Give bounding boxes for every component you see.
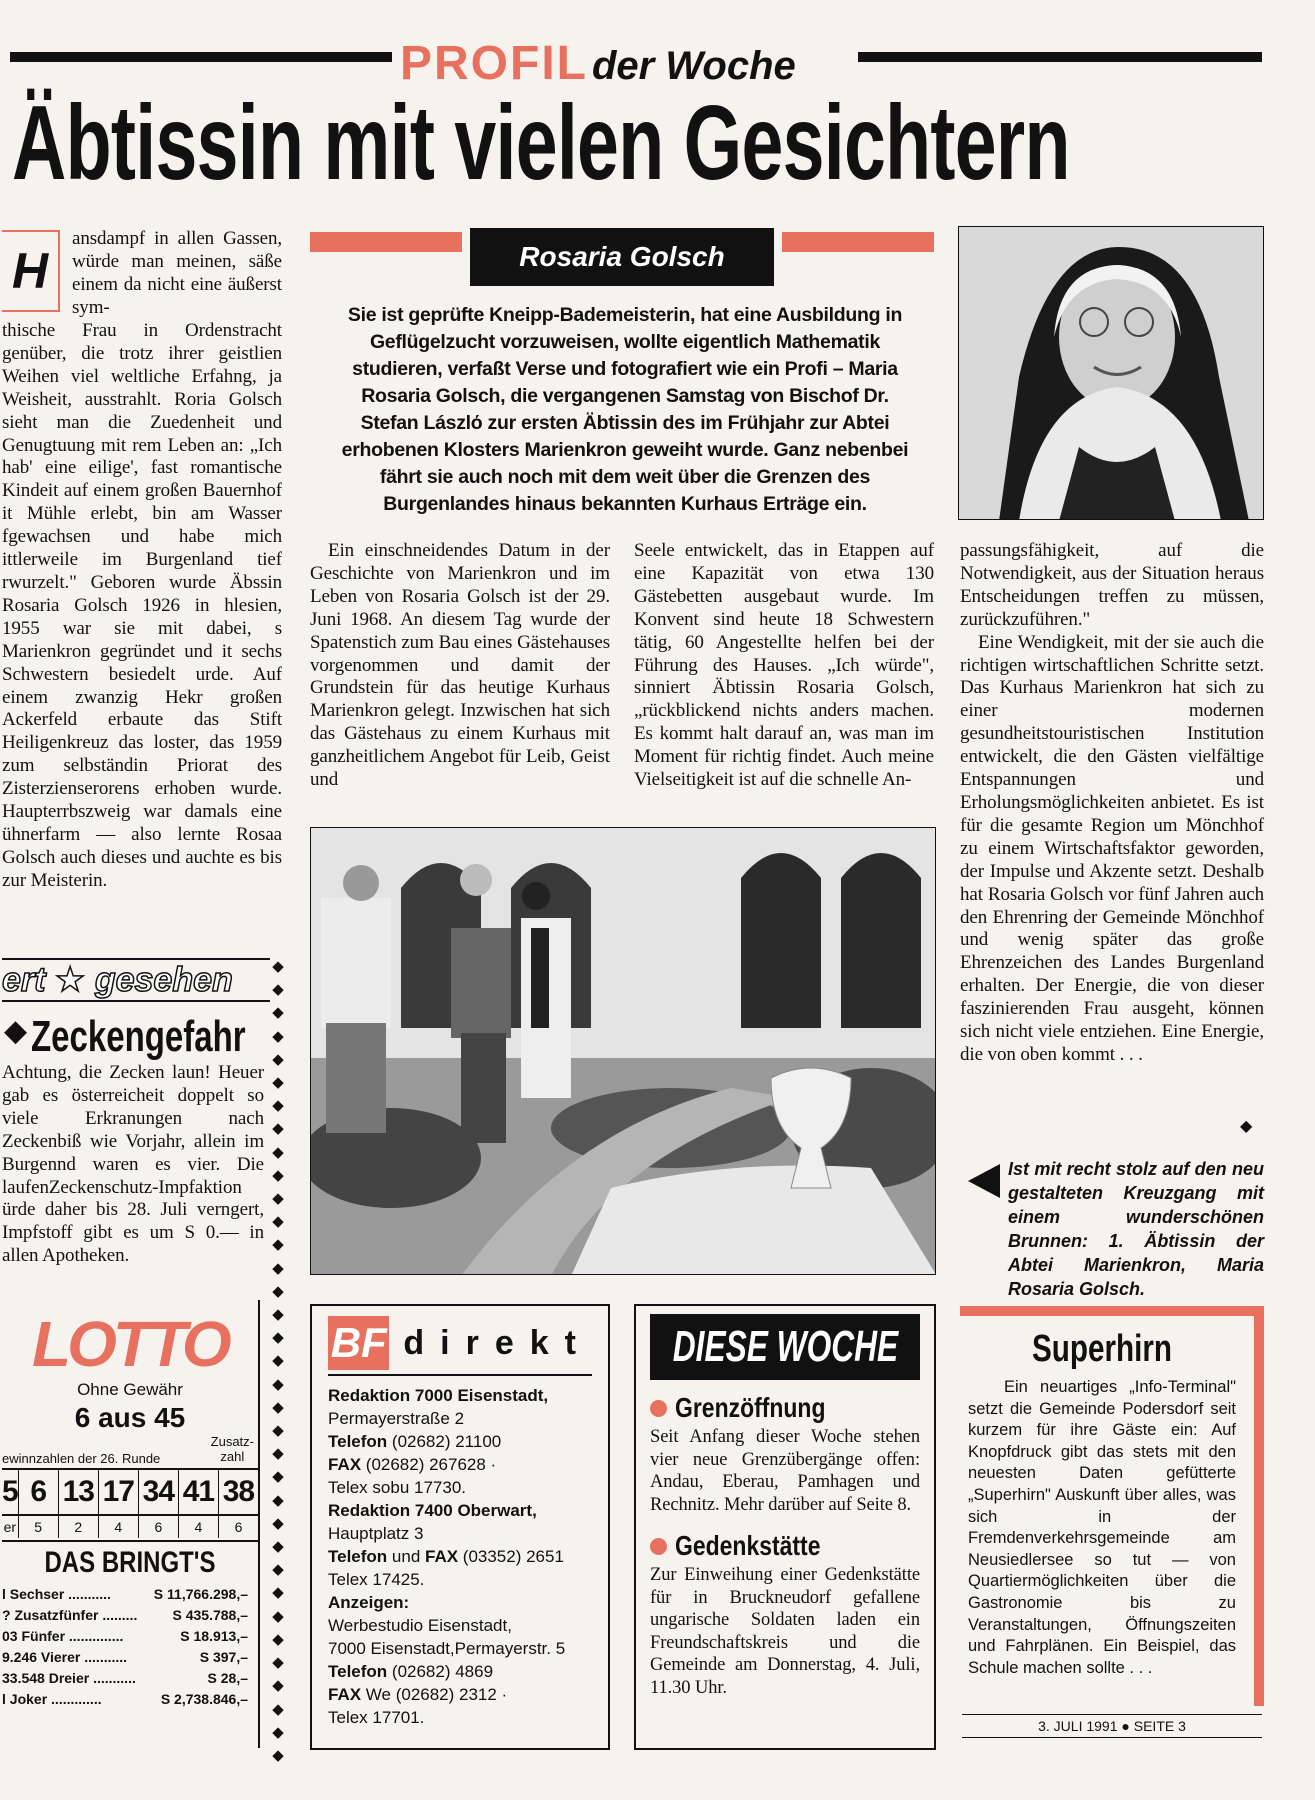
lotto-number: 17 bbox=[99, 1470, 139, 1514]
bf-line bbox=[328, 1384, 592, 1407]
bf-line-text: (02682) 21100 bbox=[387, 1432, 502, 1451]
lotto-number: 38 bbox=[222, 1475, 255, 1508]
bf-line-text: Permayerstraße 2 bbox=[328, 1409, 465, 1428]
bf-line bbox=[328, 1614, 592, 1637]
bf-line-bold: Redaktion 7400 Oberwart, bbox=[328, 1501, 537, 1520]
end-mark-icon: ◆ bbox=[1240, 1116, 1253, 1135]
zeckengefahr-text: Achtung, die Zecken laun! Heuer gab es österreicheit doppelt so viele Erkranungen nach Zeckenbiß wie Vorjahr, allein im Burgennd waren es vier. Die laufenZeckenschutz-Impfaktion ürde daher bis 28. Juli verngert, Impfstoff gibt es um S 0.— in allen Apotheken. bbox=[2, 1062, 264, 1267]
grenz-body: Seit Anfang dieser Woche stehen vier neue Grenzübergänge offen: Andau, Eberau, Pamhagen und Rechnitz. Mehr darüber auf Seite 8. bbox=[650, 1427, 920, 1515]
photo-caption: Ist mit recht stolz auf den neu gestalteten Kreuzgang mit einem wunderschönen Brunnen: 1. Äbtissin der Abtei Marienkron, Maria Rosaria Golsch. bbox=[1008, 1159, 1264, 1299]
col4-text-1: passungsfähigkeit, auf die Notwendigkeit, aus der Situation heraus Entscheidungen treffen zu müssen, zurückzuführen." bbox=[960, 540, 1264, 630]
bf-direkt: direkt bbox=[403, 1323, 592, 1362]
grenz-heading bbox=[650, 1392, 920, 1424]
grenz-title: Grenzöffnung bbox=[675, 1392, 826, 1423]
lotto-win-amount: S 435.788,– bbox=[172, 1607, 248, 1623]
superhirn-title: Superhirn bbox=[1032, 1328, 1172, 1370]
col3-text: Seele entwickelt, das in Etappen auf eine Kapazität von etwa 130 Gästebetten ausgebaut wurde. Im Konvent sind heute 18 Schwestern tätig, 60 Angestellte helfen bei der Führung des Hauses. „Ich würde", sinniert Äbtissin Rosaria Golsch, „rückblickend nichts anders machen. Es kommt halt darauf an, was man im Moment für richtig findet. Auch meine Vielseitigkeit ist auf die schnelle An- bbox=[634, 540, 934, 791]
article-intro: Sie ist geprüfte Kneipp-Bademeisterin, hat eine Ausbildung in Geflügelzucht vorzuweisen, wollte eigentlich Mathematik studieren, verfaßt Verse und fotografiert wie ein Profi – Maria Rosaria Golsch, die vergangenen Samstag von Bischof Dr. Stefan Lászlό zur ersten Äbtissin des im Frühjahr zur Abtei erhobenen Klosters Marienkron geweiht wurde. Ganz nebenbei fährt sie auch noch mit dem weit über die Grenzen des Burgenlandes hinaus bekannten Kurhaus Erträge ein. bbox=[341, 304, 909, 515]
bf-line-text: Werbestudio Eisenstadt, bbox=[328, 1616, 512, 1635]
lotto-count: 6 bbox=[139, 1516, 179, 1538]
cloister-image bbox=[311, 828, 936, 1275]
bf-line bbox=[328, 1637, 592, 1660]
gesehen-banner bbox=[2, 958, 270, 1002]
footer-page: SEITE 3 bbox=[1133, 1718, 1186, 1734]
bf-line-text: Telex sobu 17730. bbox=[328, 1478, 466, 1497]
article-col1-lead bbox=[72, 228, 282, 320]
zeckengefahr-heading bbox=[4, 1012, 317, 1062]
profil-kicker bbox=[400, 36, 796, 91]
lotto-win-label: ? Zusatzfünfer ......... bbox=[2, 1607, 138, 1623]
lotto-win-row bbox=[2, 1668, 258, 1689]
header-rule-left bbox=[10, 52, 392, 62]
bf-line bbox=[328, 1591, 592, 1614]
bf-lines bbox=[328, 1384, 592, 1729]
lotto-zusatz: Zusatz- zahl bbox=[210, 1434, 254, 1464]
bf-direkt-box bbox=[310, 1304, 610, 1750]
bullet-icon bbox=[650, 1538, 667, 1555]
lotto-wins bbox=[2, 1584, 258, 1710]
superhirn-body: Ein neuartiges „Info-Terminal" setzt die Gemeinde Podersdorf seit kurzem für ihre Gäste ein: Auf Knopfdruck gibt das stets mit den neuesten Daten gefütterte „Superhirn" Auskunft über alles, was sich in der Fremdenverkehrsgemeinde am Neusiedlersee so tut — von Quartiermöglichkeiten über die Gastronomie bis zu Veranstaltungen, Öffnungszeiten und Fahrplänen. Ein Beispiel, das Schule machen sollte . . . bbox=[968, 1378, 1236, 1677]
dropcap-box bbox=[2, 230, 60, 312]
portrait-image bbox=[959, 227, 1264, 520]
headline: Äbtissin mit vielen Gesichtern bbox=[12, 84, 1070, 202]
lotto-number: 13 bbox=[59, 1470, 99, 1514]
bf-line-text: Telex 17425. bbox=[328, 1570, 425, 1589]
lotto-count: 5 bbox=[19, 1516, 59, 1538]
col4-text-2: Eine Wendigkeit, mit der sie auch die richtigen wirtschaftlichen Schritte setzt. Das Kurhaus Marienkron hat sich zu einer modernen gesundheitstouristischen Institution entwickelt, die den Gästen vielfältige Entspannungen und Erholungsmöglichkeiten anbietet. Es ist für die gesamte Region um Mönchhof zu einem Wirtschaftsfaktor geworden, der Impulse und Akzente setzt. Deshalb hat Rosaria Golsch vor fünf Jahren auch den Ehrenring der Gemeinde Mönchhof und wenig später das große Ehrenzeichen des Landes Burgenland erhalten. Der Energie, die von dieser faszinierenden Frau ausgeht, können sich nicht viele entziehen. Eine Energie, die von oben kommt . . . bbox=[960, 631, 1264, 1065]
bf-logo: BF bbox=[328, 1316, 389, 1370]
article-col4 bbox=[960, 540, 1264, 1067]
dropcap: H bbox=[11, 243, 49, 299]
byline-box bbox=[470, 228, 774, 286]
byline-rule-left bbox=[310, 232, 462, 252]
lotto-counts bbox=[2, 1516, 258, 1538]
bf-line bbox=[328, 1407, 592, 1430]
diese-woche-header bbox=[650, 1314, 920, 1380]
bf-line-bold: Anzeigen: bbox=[328, 1593, 410, 1612]
gedenk-heading bbox=[650, 1530, 920, 1562]
lotto-win-row bbox=[2, 1647, 258, 1668]
bf-line bbox=[328, 1522, 592, 1545]
bf-line-text: und bbox=[387, 1547, 425, 1566]
lotto-count: 2 bbox=[59, 1516, 99, 1538]
cloister-photo bbox=[310, 827, 936, 1275]
gedenk-body: Zur Einweihung einer Gedenkstätte für in Bruckneudorf gefallene ungarische Soldaten laden ein Freundschaftskreis und die Gemeinde am Donnerstag, 4. Juli, 11.30 Uhr. bbox=[650, 1565, 920, 1698]
lotto-number: 5 bbox=[2, 1470, 19, 1514]
lotto-win-amount: S 28,– bbox=[207, 1670, 248, 1686]
lotto-box bbox=[2, 1300, 260, 1748]
diamond-border: ◆ ◆ ◆ ◆ ◆ ◆ ◆ ◆ ◆ ◆ ◆ ◆ ◆ ◆ ◆ ◆ ◆ ◆ ◆ ◆ ◆ ◆ ◆ ◆ ◆ ◆ ◆ ◆ ◆ ◆ ◆ ◆ ◆ ◆ ◆ bbox=[272, 957, 284, 1764]
lotto-count: er bbox=[2, 1516, 19, 1538]
bf-line bbox=[328, 1453, 592, 1476]
lotto-win-row bbox=[2, 1689, 258, 1710]
header-rule-right bbox=[858, 52, 1262, 62]
zeckengefahr-body bbox=[2, 1062, 264, 1294]
lotto-game: 6 aus 45 bbox=[74, 1402, 186, 1433]
lotto-win-amount: S 11,766.298,– bbox=[153, 1586, 248, 1602]
diamond-icon: ◆ bbox=[4, 1013, 28, 1049]
lotto-win-label: 03 Fünfer .............. bbox=[2, 1628, 124, 1644]
bf-line-text: We (02682) 2312 · bbox=[361, 1685, 508, 1704]
lotto-number: 6 bbox=[19, 1470, 59, 1514]
lotto-win-amount: S 2,738.846,– bbox=[160, 1691, 248, 1707]
footer-sep-icon: ● bbox=[1121, 1718, 1130, 1734]
bf-line bbox=[328, 1706, 592, 1729]
footer-dateline bbox=[962, 1714, 1262, 1738]
bf-line-bold: FAX bbox=[328, 1455, 362, 1474]
lotto-ohne-gewaehr: Ohne Gewähr bbox=[77, 1380, 183, 1399]
lotto-logo: LOTTO bbox=[32, 1308, 228, 1380]
lotto-win-row bbox=[2, 1584, 258, 1605]
bf-line bbox=[328, 1545, 592, 1568]
bf-line bbox=[328, 1476, 592, 1499]
bf-line-bold: Telefon bbox=[328, 1662, 388, 1681]
footer-date: 3. JULI 1991 bbox=[1038, 1718, 1118, 1734]
portrait-photo bbox=[958, 226, 1264, 520]
lotto-win-row bbox=[2, 1626, 258, 1647]
lotto-win-amount: S 18.913,– bbox=[180, 1628, 248, 1644]
bf-line-text: (02682) 267628 · bbox=[361, 1455, 497, 1474]
profil-label: PROFIL bbox=[400, 37, 588, 90]
lotto-win-amount: S 397,– bbox=[199, 1649, 248, 1665]
byline-rule-right bbox=[782, 232, 934, 252]
lotto-number: 41 bbox=[179, 1470, 219, 1514]
bf-line bbox=[328, 1660, 592, 1683]
bf-line-bold: Redaktion 7000 Eisenstadt, bbox=[328, 1386, 549, 1405]
bf-line-bold: FAX bbox=[328, 1685, 362, 1704]
lotto-numbers bbox=[2, 1468, 258, 1516]
article-col1 bbox=[2, 320, 282, 945]
zeckengefahr-title: Zeckengefahr bbox=[31, 1012, 246, 1061]
caption-arrow-icon bbox=[968, 1164, 1000, 1198]
lotto-count: 6 bbox=[234, 1519, 243, 1535]
diese-woche-title: DIESE WOCHE bbox=[672, 1322, 898, 1371]
article-col3 bbox=[634, 540, 934, 792]
bf-line-text: Telex 17701. bbox=[328, 1708, 425, 1727]
superhirn-box bbox=[960, 1306, 1264, 1706]
article-col2 bbox=[310, 540, 610, 792]
lotto-win-label: l Joker ............. bbox=[2, 1691, 102, 1707]
lotto-win-row bbox=[2, 1605, 258, 1626]
bf-header bbox=[328, 1316, 592, 1376]
bf-line bbox=[328, 1683, 592, 1706]
bf-line bbox=[328, 1499, 592, 1522]
gesehen-banner-text: ert ★ gesehen bbox=[2, 961, 233, 999]
col1-body-text: thische Frau in Ordenstracht genüber, die trotz ihrer geistlien Weihen viel weltliche Erfahng, ja Weisheit, ausstrahlt. Roria Golsch sieht man die Zuedenheit und Genugtuung mit rem Leben an: „Ich hab' eine eilige', fast romantische Kindeit auf einem großen Bauernhof it Mühle erlebt, bin am Wasser fgewachsen und habe mich ittlerweile im Burgenland tief rwurzelt." Geboren wurde Äbssin Rosaria Golsch 1926 in hlesien, 1955 war sie mit dabei, s Marienkron gegründet und it sechs Schwestern besiedelt urde. Auf einem zwanzig Hekr großen Ackerfeld erbaute das Stift Heiligenkreuz das loster, das 1959 zum selbständin Priorat des Zisterzienserorens erhoben wurde. Haupterrbszweig war damals eine ühnerfarm — also lernte Rosaa Golsch auch dieses und auchte es bis zur Meisterin. bbox=[2, 320, 282, 891]
lotto-round: ewinnzahlen der 26. Runde bbox=[2, 1451, 161, 1466]
col1-lead-text: ansdampf in allen Gassen, würde man meinen, säße einem da nicht eine äußerst sym- bbox=[72, 228, 282, 318]
lotto-win-label: 33.548 Dreier ........... bbox=[2, 1670, 136, 1686]
lotto-count: 4 bbox=[99, 1516, 139, 1538]
bf-line-bold: FAX bbox=[425, 1547, 459, 1566]
lotto-count: 4 bbox=[179, 1516, 219, 1538]
bf-line-text: 7000 Eisenstadt,Permayerstr. 5 bbox=[328, 1639, 566, 1658]
bf-line bbox=[328, 1568, 592, 1591]
bf-line-bold: Telefon bbox=[328, 1547, 388, 1566]
col2-text: Ein einschneidendes Datum in der Geschichte von Marienkron und im Leben von Rosaria Golsch ist der 29. Juni 1968. An diesem Tag wurde der Spatenstich zum Bau eines Gästehauses vorgenommen und damit der Grundstein für das heutige Kurhaus Marienkron gelegt. Inzwischen hat sich das Gästehaus zu einem Kurhaus mit ganzheitlichem Angebot für Leib, Geist und bbox=[310, 540, 610, 791]
diese-woche-box bbox=[634, 1304, 936, 1750]
bf-line-text: (02682) 4869 bbox=[387, 1662, 494, 1681]
gedenk-title: Gedenkstätte bbox=[675, 1530, 821, 1561]
lotto-bringt: DAS BRINGT'S bbox=[44, 1546, 216, 1579]
byline: Rosaria Golsch bbox=[519, 241, 725, 272]
bf-line bbox=[328, 1430, 592, 1453]
bf-line-text: (03352) 2651 bbox=[458, 1547, 564, 1566]
lotto-win-label: l Sechser ........... bbox=[2, 1586, 111, 1602]
lotto-number: 34 bbox=[139, 1470, 179, 1514]
bullet-icon bbox=[650, 1400, 667, 1417]
der-woche-label: der Woche bbox=[592, 44, 796, 88]
bf-line-bold: Telefon bbox=[328, 1432, 388, 1451]
bf-line-text: Hauptplatz 3 bbox=[328, 1524, 424, 1543]
lotto-win-label: 9.246 Vierer ........... bbox=[2, 1649, 128, 1665]
